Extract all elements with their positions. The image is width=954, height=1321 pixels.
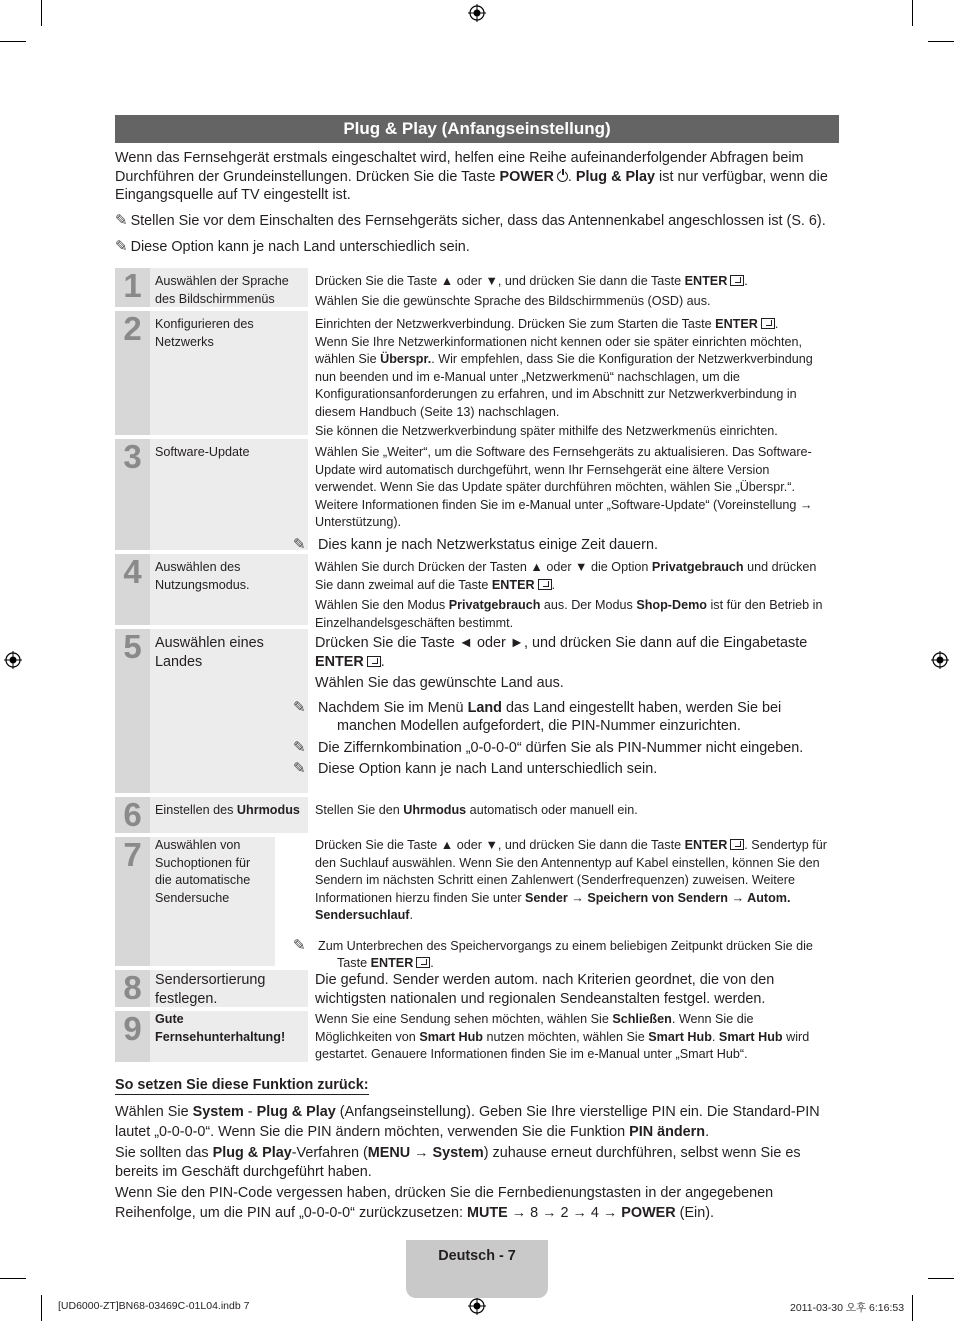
note-text: Diese Option kann je nach Land unterschiedlich sein. [130, 239, 470, 255]
step-row-5 [115, 629, 839, 793]
skip-keyword: Überspr. [380, 352, 432, 366]
note-text: das Land eingestellt haben, werden Sie bei manchen Modellen aufgefordert, die PIN-Nummer einzurichten. [337, 699, 782, 734]
crop-mark [0, 41, 26, 42]
desc-text: automatisch oder manuell ein. [466, 803, 638, 817]
note-country [115, 238, 845, 256]
home-use-keyword: Privatgebrauch [651, 560, 744, 574]
desc-text: und drücken Sie dann zweimal auf die Taste [315, 560, 817, 592]
step-row-9 [115, 1011, 839, 1062]
desc-text: Drücken Sie die Taste ▲ oder ▼, und drücken Sie dann die Taste [315, 274, 685, 288]
desc-text: Wählen Sie „Weiter“, um die Software des Fernsehgeräts zu aktualisieren. Das Software-Update wird automatisch durchgeführt, wenn Ihr Fernsehgerät eine ältere Version verwendet. Wenn Sie das Update später durchführen möchten, wählen Sie „Überspr.“. Weitere Informationen finden Sie im e-Manual unter „Software-Update“ (Voreinstellung → Unterstützung). [315, 445, 813, 529]
desc-text: . Wenn Sie die Möglichkeiten von [315, 1012, 754, 1044]
system-keyword: System [192, 1104, 244, 1120]
step-row-3 [115, 438, 839, 553]
reset-text: -Verfahren ( [291, 1144, 368, 1161]
system-keyword: System [432, 1144, 484, 1161]
reset-text: Wählen Sie [115, 1104, 193, 1120]
desc-text: Wählen Sie den Modus [315, 598, 449, 612]
step-label: Software-Update [150, 439, 308, 550]
crosshair-icon [931, 651, 949, 669]
step-description [308, 1011, 839, 1064]
crosshair-icon [468, 4, 486, 22]
step-note [315, 699, 831, 736]
step-number: 7 [115, 837, 150, 966]
enter-key: ENTER [315, 653, 364, 670]
desc-text: Wählen Sie durch Drücken der Tasten ▲ oder ▼ die Option [315, 560, 652, 574]
step-note [315, 760, 831, 779]
note-text: Zum Unterbrechen des Speichervorgangs zu einem beliebigen Zeitpunkt drücken Sie die Taste [318, 938, 813, 970]
desc-text: Wenn Sie Ihre Netzwerkinformationen nicht kennen oder sie später einrichten möchten, wählen Sie [315, 334, 802, 366]
desc-text: Drücken Sie die Taste ▲ oder ▼, und drücken Sie dann die Taste [315, 838, 685, 852]
crosshair-icon [4, 651, 22, 669]
reset-heading: So setzen Sie diese Funktion zurück: [115, 1077, 369, 1093]
step-description [308, 439, 839, 554]
desc-text: . Wir empfehlen, dass Sie die Konfiguration der Netzwerkverbindung nun beenden und im e-Manual unter „Netzwerkmenü“ nachschlagen, um die Konfigurationsanforderungen zu erfahren, und im Abschnitt zur Netzwerkverbindung in diesem Handbuch (Seite 13) nachschlagen. [315, 352, 813, 419]
crop-mark [912, 1295, 913, 1321]
reset-text: → 8 → 2 → 4 → [507, 1204, 622, 1221]
reset-text: . [705, 1123, 710, 1140]
step-label: Auswählen der Sprache des Bildschirmmenüs [150, 268, 308, 307]
step-label [150, 797, 308, 833]
step-number: 4 [115, 554, 150, 625]
step-label: Konfigurieren des Netzwerks [150, 311, 308, 435]
step-number: 5 [115, 629, 150, 793]
step-label: Gute Fernsehunterhaltung! [150, 1011, 308, 1062]
reset-text: (Anfangseinstellung). Geben Sie Ihre vierstellige PIN ein. Die Standard-PIN lautet „0-0-0-0“. Wenn Sie die PIN ändern möchten, verwenden Sie die Funktion [115, 1104, 820, 1140]
menu-key: MENU [367, 1144, 411, 1161]
file-info: [UD6000-ZT]BN68-03469C-01L04.indb 7 [58, 1300, 250, 1312]
smart-hub-keyword: Smart Hub [648, 1029, 712, 1044]
desc-text: Wählen Sie die gewünschte Sprache des Bildschirmmenüs (OSD) aus. [315, 293, 711, 308]
crop-mark [41, 1295, 42, 1321]
close-keyword: Schließen [612, 1012, 672, 1026]
step-description [308, 268, 839, 310]
note-text: Diese Option kann je nach Land unterschiedlich sein. [318, 761, 658, 777]
plug-play-keyword: Plug & Play [212, 1144, 292, 1161]
label-text: Einstellen des [155, 803, 237, 817]
clock-mode-keyword: Uhrmodus [236, 803, 300, 817]
step-note: ✎ Zum Unterbrechen des Speichervorgangs zu einem beliebigen Zeitpunkt drücken Sie die Taste ENTER . [293, 936, 813, 970]
step-label: Auswählen eines Landes [150, 629, 308, 793]
step-row-6 [115, 797, 839, 833]
crop-mark [928, 1278, 954, 1279]
crosshair-icon [468, 1297, 486, 1315]
step-row-1 [115, 268, 839, 307]
reset-text: ) zuhause erneut durchführen, selbst wenn Sie es bereits im Geschäft durchgeführt haben. [115, 1144, 801, 1180]
enter-key-icon [416, 957, 430, 968]
change-pin-keyword: PIN ändern [629, 1123, 706, 1140]
desc-text: . [409, 908, 413, 922]
step-label: Auswählen von Suchoptionen für die automatische Sendersuche [150, 837, 275, 966]
desc-text: Stellen Sie den [315, 803, 404, 817]
step-row-4 [115, 553, 839, 630]
step-number: 3 [115, 439, 150, 550]
step-description [293, 837, 839, 973]
step-note [315, 739, 831, 758]
step-number: 8 [115, 970, 150, 1007]
step-number: 9 [115, 1011, 150, 1062]
note-text: Nachdem Sie im Menü [318, 699, 468, 716]
step-row-8 [115, 970, 839, 1007]
smart-hub-keyword: Smart Hub [718, 1029, 783, 1044]
step-description [308, 554, 839, 632]
plug-play-keyword: Plug & Play [575, 168, 656, 185]
step-note [315, 536, 831, 555]
reset-text: - [243, 1104, 257, 1120]
desc-text: wird gestartet. Genauere Informationen finden Sie im e-Manual unter „Smart Hub“. [315, 1029, 810, 1061]
intro-text: . [567, 168, 576, 185]
desc-text: . [744, 274, 748, 288]
home-use-keyword: Privatgebrauch [448, 598, 541, 612]
note-antenna [115, 212, 845, 230]
step-label: Auswählen des Nutzungsmodus. [150, 554, 308, 625]
step-description [308, 970, 839, 1008]
crop-mark [928, 41, 954, 42]
intro-paragraph [115, 149, 843, 205]
country-keyword: Land [467, 699, 502, 716]
enter-key: ENTER [684, 838, 728, 852]
reset-text: → [410, 1144, 433, 1161]
pencil-icon: ✎ [115, 212, 128, 229]
desc-text: Wenn Sie eine Sendung sehen möchten, wählen Sie [315, 1012, 613, 1026]
desc-text: Die gefund. Sender werden autom. nach Kriterien geordnet, die von den wichtigsten nationalen und regionalen Sendeanstalten festgel. werden. [315, 972, 775, 1007]
page-number-tab: Deutsch - 7 [406, 1240, 548, 1298]
crop-mark [912, 0, 913, 26]
step-number: 6 [115, 797, 150, 833]
crop-mark [41, 0, 42, 26]
power-key: POWER [499, 168, 554, 185]
enter-key: ENTER [684, 274, 728, 288]
desc-text: Drücken Sie die Taste ◄ oder ►, und drücken Sie dann auf die Eingabetaste [315, 635, 808, 651]
clock-mode-keyword: Uhrmodus [403, 803, 467, 817]
step-row-7 [115, 836, 839, 970]
enter-key-icon [730, 275, 744, 286]
smart-hub-keyword: Smart Hub [419, 1029, 483, 1044]
mute-key: MUTE [466, 1204, 508, 1221]
note-text: . [430, 956, 434, 970]
step-number: 2 [115, 311, 150, 435]
enter-key-icon [761, 318, 775, 329]
menu-path: Sender → Speichern von Sendern → Autom. Sendersuchlauf [315, 890, 791, 922]
reset-text: (Ein). [675, 1204, 715, 1221]
reset-text: Sie sollten das [115, 1144, 213, 1161]
enter-key-icon [538, 579, 552, 590]
reset-section [115, 1103, 845, 1225]
enter-key: ENTER [715, 317, 758, 331]
desc-text: ist für den Betrieb in Einzelhandelsgeschäften bestimmt. [315, 598, 823, 630]
intro-text: ist nur verfügbar, wenn die Eingangsquelle auf TV eingestellt ist. [115, 168, 828, 203]
desc-text: Wählen Sie das gewünschte Land aus. [315, 675, 564, 691]
desc-text: . Sendertyp für den Suchlauf auswählen. Wenn Sie den Antennentyp auf Kabel einstellen, können Sie den Sendern im nächsten Schritt einen Zahlenwert (Senderfrequenzen) zuweisen. Weitere Informationen hierzu finden Sie unter [315, 838, 827, 905]
desc-text: . [711, 1029, 719, 1044]
reset-text: Wenn Sie den PIN-Code vergessen haben, drücken Sie die Fernbedienungstasten in der angegebenen Reihenfolge, um die PIN auf „0-0-0-0“ zurückzusetzen: [115, 1185, 774, 1221]
desc-text: nutzen möchten, wählen Sie [483, 1029, 649, 1044]
note-text: Die Ziffernkombination „0-0-0-0“ dürfen Sie als PIN-Nummer nicht eingeben. [318, 739, 804, 756]
desc-text: . [774, 317, 779, 331]
desc-text: Sie können die Netzwerkverbindung später mithilfe des Netzwerkmenüs einrichten. [315, 424, 778, 438]
step-description [308, 797, 839, 820]
crop-mark [0, 1278, 26, 1279]
pencil-icon: ✎ [115, 238, 128, 255]
desc-text: aus. Der Modus [540, 598, 637, 612]
step-row-2 [115, 310, 839, 438]
print-date: 2011-03-30 오후 6:16:53 [790, 1302, 905, 1314]
enter-key-icon [730, 839, 744, 850]
intro-text: Wenn das Fernsehgerät erstmals eingeschaltet wird, helfen eine Reihe aufeinanderfolgender Abfragen beim Durchführen der Grundeinstellungen. Drücken Sie die Taste [115, 150, 804, 185]
desc-text: . [380, 653, 385, 670]
page-title: Plug & Play (Anfangseinstellung) [115, 115, 839, 143]
desc-text: . [551, 577, 556, 592]
power-icon [557, 171, 568, 182]
desc-text: Einrichten der Netzwerkverbindung. Drücken Sie zum Starten die Taste [315, 317, 716, 331]
step-description [308, 629, 839, 779]
enter-key: ENTER [491, 577, 535, 592]
step-description [308, 311, 839, 441]
note-text: Dies kann je nach Netzwerkstatus einige Zeit dauern. [318, 536, 658, 553]
note-text: Stellen Sie vor dem Einschalten des Fernsehgeräts sicher, dass das Antennenkabel angeschlossen ist (S. 6). [130, 213, 826, 229]
step-label: Sendersortierung festlegen. [150, 970, 308, 1007]
step-number: 1 [115, 268, 150, 307]
power-key: POWER [621, 1204, 676, 1221]
enter-key-icon [367, 656, 381, 667]
plug-play-keyword: Plug & Play [256, 1104, 336, 1120]
shop-demo-keyword: Shop-Demo [636, 598, 707, 612]
enter-key: ENTER [370, 956, 414, 970]
